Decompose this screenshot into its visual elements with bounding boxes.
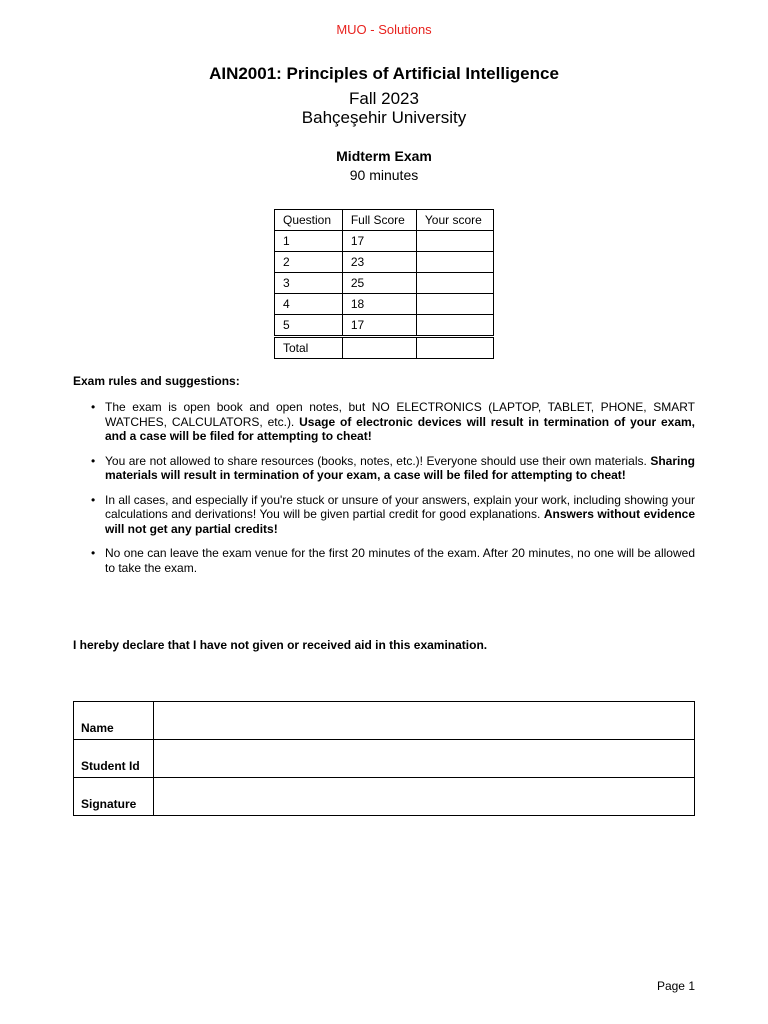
list-item bbox=[88, 493, 695, 537]
total-label: Total bbox=[275, 337, 343, 359]
header-tag: MUO - Solutions bbox=[336, 22, 432, 37]
page-number: Page 1 bbox=[656, 979, 695, 993]
student-id-row bbox=[74, 740, 695, 778]
term: Fall 2023 bbox=[349, 89, 419, 108]
table-row bbox=[275, 294, 494, 315]
signature-field[interactable] bbox=[154, 778, 695, 816]
list-item bbox=[88, 454, 695, 483]
table-row bbox=[275, 252, 494, 273]
university: Bahçeşehir University bbox=[301, 108, 467, 127]
total-your-score-cell[interactable] bbox=[416, 337, 493, 359]
signature-row bbox=[74, 778, 695, 816]
your-score-cell[interactable] bbox=[416, 273, 493, 294]
question-number: 3 bbox=[275, 273, 343, 294]
full-score: 23 bbox=[342, 252, 416, 273]
table-row bbox=[275, 315, 494, 337]
rules-heading: Exam rules and suggestions: bbox=[73, 374, 240, 388]
question-number: 5 bbox=[275, 315, 343, 337]
table-row bbox=[275, 231, 494, 252]
full-score: 25 bbox=[342, 273, 416, 294]
your-score-cell[interactable] bbox=[416, 231, 493, 252]
signature-table bbox=[73, 701, 695, 816]
declaration: I hereby declare that I have not given or received aid in this examination. bbox=[73, 638, 488, 652]
exam-title: Midterm Exam bbox=[336, 148, 432, 164]
student-id-label: Student Id bbox=[74, 740, 154, 778]
table-row bbox=[275, 273, 494, 294]
rule-text: The exam is open book and open notes, but NO ELECTRONICS (LAPTOP, TABLET, PHONE, SMART WATCHES, CALCULATORS, etc.). bbox=[105, 400, 695, 429]
total-row bbox=[275, 337, 494, 359]
header-your-score: Your score bbox=[416, 210, 493, 231]
bullet-icon: • bbox=[91, 492, 96, 507]
full-score: 18 bbox=[342, 294, 416, 315]
question-number: 1 bbox=[275, 231, 343, 252]
bullet-icon: • bbox=[91, 400, 96, 414]
bullet-icon: • bbox=[91, 546, 96, 560]
rule-text: In all cases, and especially if you're stuck or unsure of your answers, explain your work, including showing your calculations and derivations! You will be given partial credit for good explanations. bbox=[105, 492, 695, 521]
question-number: 2 bbox=[275, 252, 343, 273]
list-item bbox=[88, 546, 695, 575]
name-field[interactable] bbox=[154, 702, 695, 740]
score-table-header-row bbox=[275, 210, 494, 231]
exam-duration: 90 minutes bbox=[349, 167, 419, 183]
your-score-cell[interactable] bbox=[416, 252, 493, 273]
signature-label: Signature bbox=[74, 778, 154, 816]
rule-emphasis: Answers without evidence will not get any partial credits! bbox=[105, 507, 695, 536]
your-score-cell[interactable] bbox=[416, 294, 493, 315]
rule-text: You are not allowed to share resources (books, notes, etc.)! Everyone should use their own materials. bbox=[105, 453, 651, 468]
rules-list bbox=[88, 400, 695, 575]
name-label: Name bbox=[74, 702, 154, 740]
full-score: 17 bbox=[342, 315, 416, 337]
rule-text: No one can leave the exam venue for the first 20 minutes of the exam. After 20 minutes, no one will be allowed to take the exam. bbox=[105, 546, 695, 575]
total-full-score-cell bbox=[342, 337, 416, 359]
header-question: Question bbox=[275, 210, 343, 231]
student-id-field[interactable] bbox=[154, 740, 695, 778]
bullet-icon: • bbox=[91, 453, 96, 468]
rule-emphasis: Sharing materials will result in termination of your exam, a case will be filed for attempting to cheat! bbox=[105, 453, 695, 482]
name-row bbox=[74, 702, 695, 740]
rule-emphasis: Usage of electronic devices will result in termination of your exam, and a case will be filed for attempting to cheat! bbox=[105, 414, 695, 443]
full-score: 17 bbox=[342, 231, 416, 252]
your-score-cell[interactable] bbox=[416, 315, 493, 337]
question-number: 4 bbox=[275, 294, 343, 315]
header-full-score: Full Score bbox=[342, 210, 416, 231]
course-title: AIN2001: Principles of Artificial Intelligence bbox=[209, 64, 559, 83]
list-item bbox=[88, 400, 695, 444]
score-table bbox=[274, 209, 494, 359]
